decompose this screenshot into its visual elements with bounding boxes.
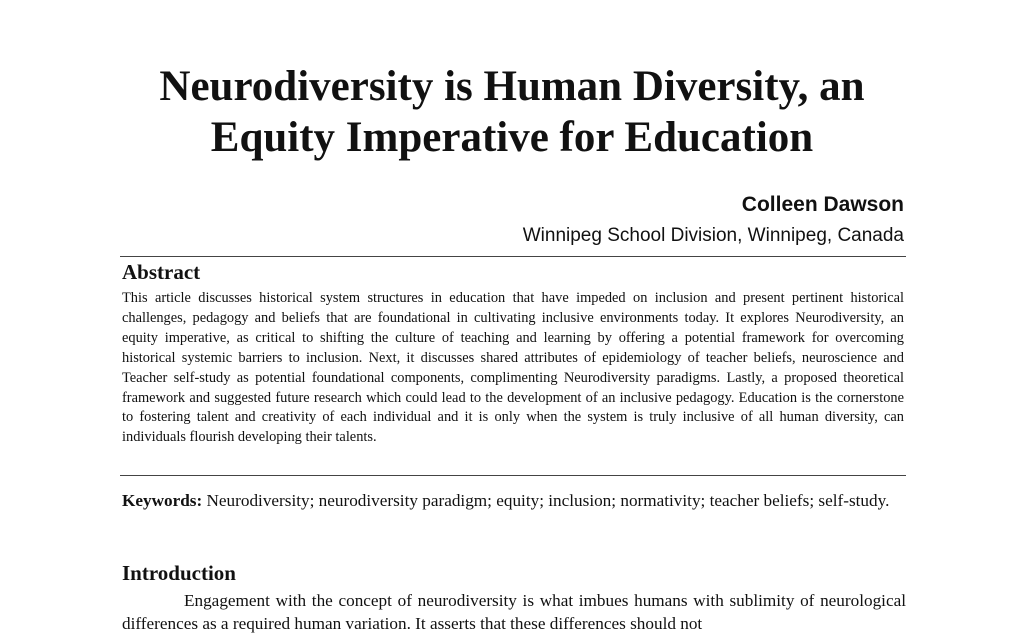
abstract-heading: Abstract <box>122 260 201 284</box>
keywords-label: Keywords: <box>122 491 203 510</box>
paper-title-line-1: Neurodiversity is Human Diversity, an <box>159 63 865 110</box>
paper-title-line-2: Equity Imperative for Education <box>210 114 814 161</box>
keywords-block <box>122 489 1010 512</box>
introduction-heading: Introduction <box>122 561 236 585</box>
keywords-text: Neurodiversity; neurodiversity paradigm; equity; inclusion; normativity; teacher beliefs; self-study. <box>206 491 890 510</box>
author-name: Colleen Dawson <box>741 193 904 216</box>
abstract-bottom-rule <box>120 475 906 476</box>
author-affiliation: Winnipeg School Division, Winnipeg, Canada <box>522 225 904 246</box>
abstract-top-rule <box>120 256 906 257</box>
abstract-body: This article discusses historical system structures in education that have impeded on inclusion and present pertinent historical challenges, pedagogy and beliefs that are foundational in cultivating inclusive environments today. It explores Neurodiversity, an equity imperative, as critical to shifting the culture of teaching and learning by offering a potential framework for overcoming historical systemic barriers to inclusion. Next, it discusses shared attributes of epidemiology of teacher beliefs, neuroscience and Teacher self-study as potential foundational components, complimenting Neurodiversity paradigms. Lastly, a proposed theoretical framework and suggested future research which could lead to the development of an inclusive pedagogy. Education is the cornerstone to fostering talent and creativity of each individual and it is only when the system is truly inclusive of all human diversity, can individuals flourish developing their talents. <box>122 290 904 446</box>
introduction-body: Engagement with the concept of neurodiversity is what imbues humans with sublimity of neurological differences as a required human variation. It asserts that these differences should not <box>122 591 906 633</box>
